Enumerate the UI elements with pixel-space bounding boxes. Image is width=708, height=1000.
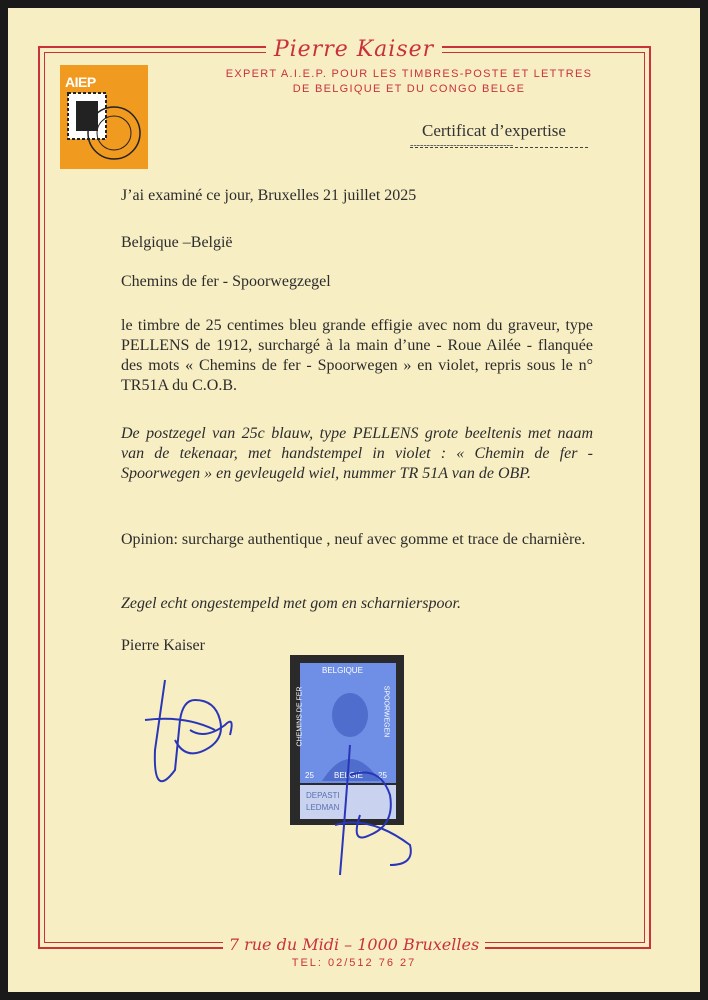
opinion-dutch: Zegel echt ongestempeld met gom en scharnierspoor. (121, 595, 461, 612)
stamp-tab-line-1: DEPASTI (306, 791, 340, 800)
stamp-left-overprint: CHEMINS DE FER (296, 686, 304, 747)
aiep-logo (60, 65, 148, 169)
stamp-signature (320, 735, 420, 885)
stamp-tab-line-2: LEDMAN (306, 803, 340, 812)
header-line-1: EXPERT A.I.E.P. POUR LES TIMBRES-POSTE ET LETTRES (225, 68, 593, 80)
header-line-2: DE BELGIQUE ET DU CONGO BELGE (292, 83, 526, 95)
french-description: le timbre de 25 centimes bleu grande effigie avec nom du graveur, type PELLENS de 1912, surchargé à la main d’une - Roue Ailée - flanquée des mots « Chemins de fer - Spoorwegen » en violet, repris sous le n° TR51A du C.O.B. (121, 317, 593, 394)
exam-date-line: J’ai examiné ce jour, Bruxelles 21 juillet 2025 (121, 187, 417, 204)
title-dashes: ------------------------------- (410, 140, 514, 151)
signatory-name: Pierre Kaiser (121, 637, 205, 654)
expert-name-header: Pierre Kaiser (0, 37, 708, 62)
stamp-center-label: BELGIË (334, 771, 363, 780)
stamp-value-right: 25 (378, 771, 387, 780)
stamp-top-label: BELGIQUE (322, 666, 363, 675)
certificate-title: Certificat d’expertise (422, 121, 566, 140)
footer-address: 7 rue du Midi – 1000 Bruxelles (0, 935, 708, 954)
country-line: Belgique –België (121, 234, 233, 251)
footer-phone: TEL: 02/512 76 27 (291, 957, 417, 969)
stamp-right-overprint: SPOORWEGEN (382, 685, 390, 738)
dutch-description: De postzegel van 25c blauw, type PELLENS grote beeltenis met naam van de tekenaar, met handstempel in violet : « Chemin de fer - Spoorwegen » en gevleugeld wiel, nummer TR 51A van de OBP. (121, 425, 593, 482)
handwritten-signature (125, 660, 245, 810)
aiep-abbr: AIEP (65, 74, 96, 90)
stamp-value-left: 25 (305, 771, 314, 780)
opinion-french: Opinion: surcharge authentique , neuf avec gomme et trace de charnière. (121, 531, 586, 548)
category-line: Chemins de fer - Spoorwegzegel (121, 273, 331, 290)
stamp-outline-icon (60, 65, 148, 169)
